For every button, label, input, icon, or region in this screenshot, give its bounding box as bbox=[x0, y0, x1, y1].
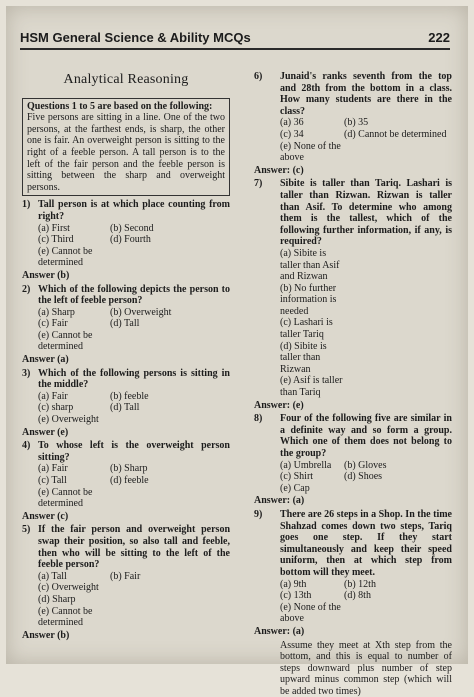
option: (a) Sharp bbox=[38, 307, 110, 319]
option: (b) Sharp bbox=[110, 463, 148, 475]
options-list bbox=[22, 307, 230, 353]
option: (b) Overweight bbox=[110, 307, 171, 319]
option: (a) Sibite is taller than Asif and Rizwan bbox=[280, 248, 344, 283]
question-number: 1) bbox=[22, 199, 38, 222]
option-row bbox=[38, 402, 230, 414]
option: (d) Shoes bbox=[344, 471, 382, 483]
option-row bbox=[38, 223, 230, 235]
question-text: Which of the following persons is sitting in the middle? bbox=[38, 368, 230, 391]
option: (c) 34 bbox=[280, 129, 344, 141]
question-text: There are 26 steps in a Shop. In the time Shahzad comes down two steps, Tariq goes one step. If they start simultaneously and keep their speed uniform, then at which step from bottom will they meet. bbox=[280, 509, 452, 579]
question-text: Four of the following five are similar in a definite way and so form a group. Which one of them does not belong to the group? bbox=[280, 413, 452, 459]
option: (a) First bbox=[38, 223, 110, 235]
option-row bbox=[38, 234, 230, 246]
option-row bbox=[280, 141, 452, 164]
option-row bbox=[38, 582, 230, 605]
answer-label: Answer: (c) bbox=[254, 165, 452, 177]
option-row bbox=[280, 341, 452, 376]
option-row bbox=[38, 606, 230, 629]
option: (c) sharp bbox=[38, 402, 110, 414]
option-row bbox=[280, 283, 452, 318]
question-block bbox=[254, 509, 452, 697]
explanation-text: Assume they meet at Xth step from the bottom, and this is equal to number of steps downward plus number of step upward minus common step (which will be added two times) bbox=[254, 640, 452, 697]
section-title: Analytical Reasoning bbox=[22, 74, 230, 86]
option: (e) Cannot be determined bbox=[38, 330, 110, 353]
option: (d) Sibite is taller than Rizwan bbox=[280, 341, 344, 376]
option: (b) Gloves bbox=[344, 460, 387, 472]
option: (e) Overweight bbox=[38, 414, 110, 426]
answer-label: Answer (e) bbox=[22, 427, 230, 439]
option-row bbox=[280, 375, 452, 398]
question-text: Sibite is taller than Tariq. Lashari is taller than Rizwan. Rizwan is taller than Asif. To determine who among them is the tallest, which of the following further information, if any, is required? bbox=[280, 178, 452, 248]
option: (e) None of the above bbox=[280, 141, 344, 164]
option-row bbox=[38, 487, 230, 510]
question-text: To whose left is the overweight person sitting? bbox=[38, 440, 230, 463]
page-header bbox=[20, 28, 450, 50]
option-row bbox=[38, 391, 230, 403]
question-row bbox=[254, 509, 452, 579]
options-list bbox=[22, 571, 230, 629]
option: (a) 9th bbox=[280, 579, 344, 591]
question-block bbox=[22, 524, 230, 641]
left-question-list bbox=[22, 199, 230, 641]
option: (e) Cannot be determined bbox=[38, 606, 110, 629]
option: (c) Shirt bbox=[280, 471, 344, 483]
options-list bbox=[254, 460, 452, 495]
option: (e) Cannot be determined bbox=[38, 487, 110, 510]
option-row bbox=[280, 460, 452, 472]
option: (a) Fair bbox=[38, 391, 110, 403]
option: (c) Fair bbox=[38, 318, 110, 330]
header-title: HSM General Science & Ability MCQs bbox=[20, 30, 251, 45]
options-list bbox=[254, 117, 452, 163]
question-number: 9) bbox=[254, 509, 280, 579]
option: (b) Fair bbox=[110, 571, 140, 583]
option: (a) Tall bbox=[38, 571, 110, 583]
option: (b) 35 bbox=[344, 117, 368, 129]
question-block bbox=[22, 368, 230, 439]
question-number: 3) bbox=[22, 368, 38, 391]
question-block bbox=[22, 284, 230, 366]
option: (c) Third bbox=[38, 234, 110, 246]
option-row bbox=[38, 330, 230, 353]
option: (d) Tall bbox=[110, 402, 139, 414]
option: (a) 36 bbox=[280, 117, 344, 129]
question-number: 7) bbox=[254, 178, 280, 248]
question-number: 5) bbox=[22, 524, 38, 570]
question-text: Which of the following depicts the person to the left of feeble person? bbox=[38, 284, 230, 307]
answer-label: Answer: (a) bbox=[254, 495, 452, 507]
question-row bbox=[22, 284, 230, 307]
option: (d) Cannot be determined bbox=[344, 129, 446, 141]
answer-label: Answer: (a) bbox=[254, 626, 452, 638]
options-list bbox=[22, 391, 230, 426]
option: (d) Fourth bbox=[110, 234, 151, 246]
book-page bbox=[6, 6, 468, 664]
option: (a) Fair bbox=[38, 463, 110, 475]
option: (d) feeble bbox=[110, 475, 149, 487]
answer-label: Answer (a) bbox=[22, 354, 230, 366]
left-column bbox=[22, 70, 230, 643]
right-question-list bbox=[254, 71, 452, 697]
option-row bbox=[280, 317, 452, 340]
option: (e) Cap bbox=[280, 483, 344, 495]
option-row bbox=[38, 318, 230, 330]
option: (c) Lashari is taller Tariq bbox=[280, 317, 344, 340]
intro-text: Five persons are sitting in a line. One of the two persons, at the farthest ends, is sharp, the other one is fair. An overweight person is sitting to the right of a feeble person. A tall person is to the left of the fair person and the feeble person is sitting between the sharp and overweight persons. bbox=[27, 112, 225, 193]
question-text: Tall person is at which place counting from right? bbox=[38, 199, 230, 222]
option-row bbox=[280, 602, 452, 625]
option-row bbox=[38, 307, 230, 319]
question-block bbox=[254, 413, 452, 507]
question-row bbox=[22, 199, 230, 222]
option: (e) None of the above bbox=[280, 602, 344, 625]
option-row bbox=[280, 117, 452, 129]
option-row bbox=[280, 590, 452, 602]
option: (d) 8th bbox=[344, 590, 371, 602]
option-row bbox=[38, 246, 230, 269]
options-list bbox=[254, 248, 452, 399]
option-row bbox=[38, 571, 230, 583]
option-row bbox=[38, 475, 230, 487]
question-block bbox=[22, 199, 230, 281]
right-column bbox=[254, 70, 452, 697]
intro-box bbox=[22, 98, 230, 197]
question-number: 8) bbox=[254, 413, 280, 459]
question-text: If the fair person and overweight person swap their position, so also tall and feeble, then who will be sitting to the left of the feeble person? bbox=[38, 524, 230, 570]
option-row bbox=[38, 414, 230, 426]
option: (b) feeble bbox=[110, 391, 149, 403]
answer-label: Answer (b) bbox=[22, 270, 230, 282]
question-number: 4) bbox=[22, 440, 38, 463]
option-row bbox=[38, 463, 230, 475]
question-text: Junaid's ranks seventh from the top and 28th from the bottom in a class. How many students are there in the class? bbox=[280, 71, 452, 117]
option: (c) Tall bbox=[38, 475, 110, 487]
option: (c) Overweight (d) Sharp bbox=[38, 582, 110, 605]
option-row bbox=[280, 483, 452, 495]
question-row bbox=[22, 524, 230, 570]
question-row bbox=[254, 413, 452, 459]
question-row bbox=[22, 440, 230, 463]
option: (b) 12th bbox=[344, 579, 376, 591]
option: (d) Tall bbox=[110, 318, 139, 330]
question-row bbox=[22, 368, 230, 391]
option: (e) Asif is taller than Tariq bbox=[280, 375, 344, 398]
options-list bbox=[22, 463, 230, 509]
answer-label: Answer (c) bbox=[22, 511, 230, 523]
option-row bbox=[280, 579, 452, 591]
question-block bbox=[22, 440, 230, 522]
question-row bbox=[254, 178, 452, 248]
question-number: 6) bbox=[254, 71, 280, 117]
option: (c) 13th bbox=[280, 590, 344, 602]
option: (b) Second bbox=[110, 223, 154, 235]
answer-label: Answer (b) bbox=[22, 630, 230, 642]
option: (a) Umbrella bbox=[280, 460, 344, 472]
page-number: 222 bbox=[428, 30, 450, 45]
option-row bbox=[280, 248, 452, 283]
intro-heading: Questions 1 to 5 are based on the following: bbox=[27, 101, 225, 113]
question-number: 2) bbox=[22, 284, 38, 307]
question-block bbox=[254, 71, 452, 176]
option-row bbox=[280, 129, 452, 141]
option: (e) Cannot be determined bbox=[38, 246, 110, 269]
option-row bbox=[280, 471, 452, 483]
options-list bbox=[254, 579, 452, 625]
answer-label: Answer: (e) bbox=[254, 400, 452, 412]
question-row bbox=[254, 71, 452, 117]
option: (b) No further information is needed bbox=[280, 283, 344, 318]
question-block bbox=[254, 178, 452, 411]
options-list bbox=[22, 223, 230, 269]
